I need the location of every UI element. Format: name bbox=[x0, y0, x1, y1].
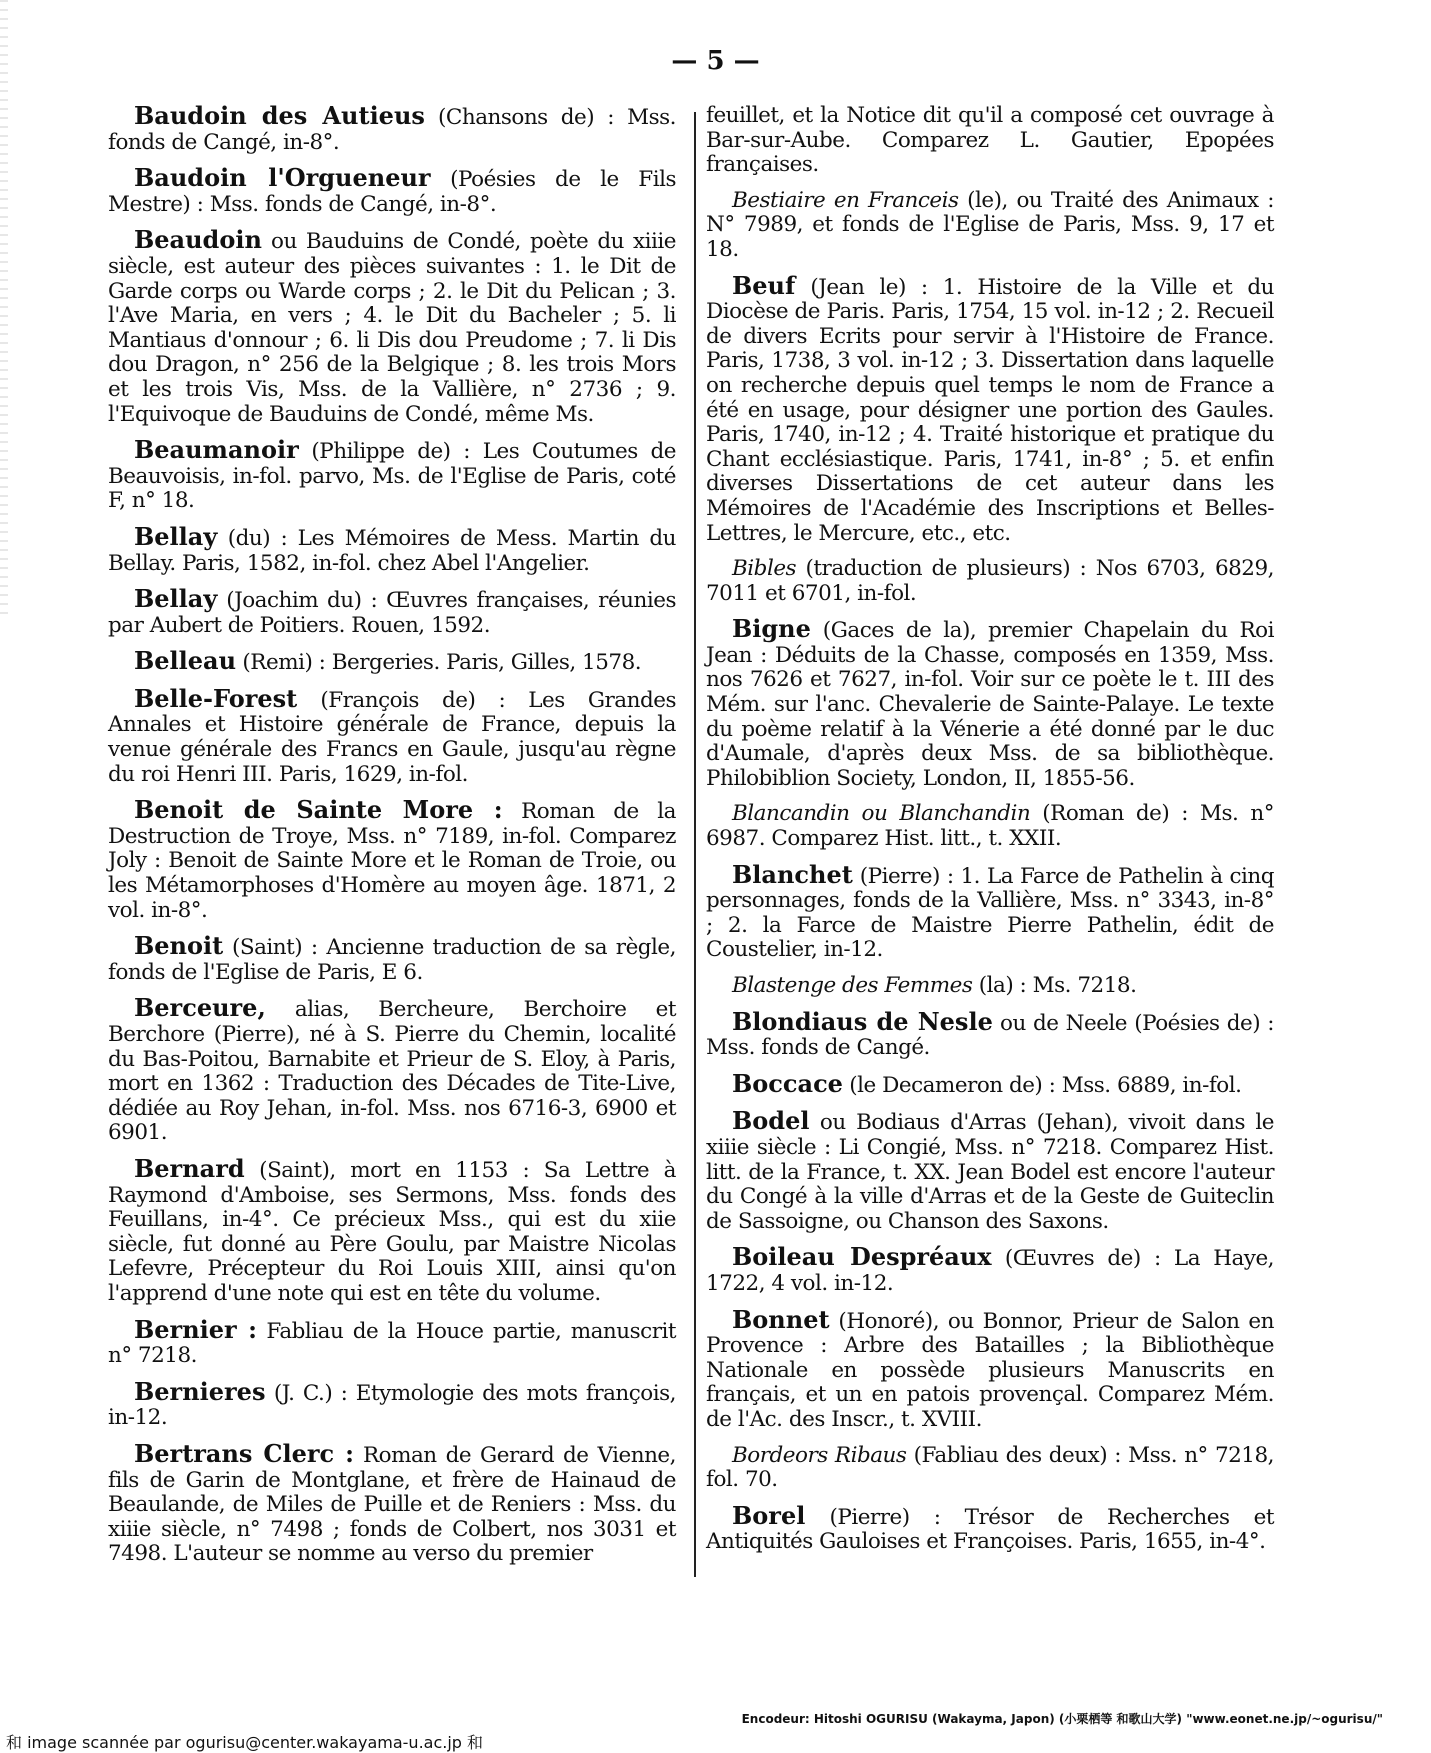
dictionary-entry bbox=[108, 163, 676, 217]
dictionary-entry bbox=[108, 1438, 676, 1567]
dictionary-entry bbox=[706, 802, 1274, 851]
entry-headword: Bonnet bbox=[732, 1304, 830, 1334]
entry-headword: Bellay bbox=[134, 521, 218, 551]
dictionary-entry bbox=[706, 859, 1274, 963]
entry-headword: Belleau bbox=[134, 646, 237, 676]
entry-text: (Pierre) : Trésor de Recherches et Antiquités Gauloises et Françoises. Paris, 1655, in-4°. bbox=[706, 1504, 1274, 1555]
scan-edge-artifact bbox=[0, 0, 8, 620]
page-number: — 5 — bbox=[671, 46, 760, 76]
entry-title-italic: Bibles bbox=[732, 556, 797, 582]
dictionary-entry bbox=[108, 225, 676, 427]
right-column bbox=[706, 104, 1274, 1566]
dictionary-entry bbox=[706, 1068, 1274, 1099]
left-column bbox=[108, 101, 676, 1578]
entry-headword: Boileau Despréaux bbox=[732, 1242, 992, 1272]
column-divider bbox=[694, 112, 696, 1577]
entry-headword: Blanchet bbox=[732, 859, 853, 889]
entry-headword: Bellay bbox=[134, 584, 218, 614]
entry-text: (Roman de) : Ms. n° 6987. Comparez Hist. litt., t. XXII. bbox=[706, 801, 1275, 852]
entry-text: Roman de la Destruction de Troye, Mss. n° 7189, in-fol. Comparez Joly : Benoit de Sainte More et le Roman de Troie, ou les Métamorphoses d'Homère au moyen âge. 1871, 2 vol. in-8°. bbox=[108, 799, 676, 923]
dictionary-entry bbox=[108, 795, 676, 923]
dictionary-entry bbox=[706, 1444, 1274, 1493]
dictionary-entry bbox=[108, 435, 676, 514]
entry-text: (Gaces de la), premier Chapelain du Roi Jean : Déduits de la Chasse, composés en 1359, Mss. nos 7626 et 7627, in-fol. Voir sur ce poète le t. III des Mém. sur l'anc. Chevalerie de Sainte-Palaye. Le texte du poème relatif à la Vénerie a été donné par le duc d'Aumale, d'après deux Mss. de sa bibliothèque. Philobiblion Society, London, II, 1855-56. bbox=[706, 618, 1274, 791]
entry-text: (Œuvres de) : La Haye, 1722, 4 vol. in-12. bbox=[706, 1246, 1274, 1296]
entry-headword: Bigne bbox=[732, 614, 811, 644]
entry-title-italic: Bordeors Ribaus bbox=[732, 1442, 907, 1468]
encoder-credit: Encodeur: Hitoshi OGURISU (Wakayma, Japon) (小栗栖等 和歌山大学) "www.eonet.ne.jp/~ogurisu/" bbox=[741, 1712, 1383, 1726]
dictionary-entry bbox=[706, 104, 1274, 178]
entry-text: (J. C.) : Etymologie des mots françois, in-12. bbox=[108, 1380, 676, 1431]
entry-text: feuillet, et la Notice dit qu'il a composé cet ouvrage à Bar-sur-Aube. Comparez L. Gautier, Epopées françaises. bbox=[706, 103, 1274, 178]
dictionary-entry bbox=[706, 614, 1274, 791]
dictionary-entry bbox=[706, 557, 1274, 606]
entry-headword: Bernard bbox=[134, 1153, 245, 1183]
dictionary-entry bbox=[706, 1242, 1274, 1296]
entry-headword: Benoit bbox=[134, 931, 224, 961]
entry-headword: Berceure, bbox=[134, 993, 266, 1023]
entry-text: (Philippe de) : Les Coutumes de Beauvoisis, in-fol. parvo, Ms. de l'Eglise de Paris, coté F, n° 18. bbox=[108, 439, 676, 514]
dictionary-entry bbox=[108, 1153, 676, 1307]
entry-headword: Baudoin des Autieus bbox=[134, 101, 425, 130]
entry-headword: Beuf bbox=[732, 270, 796, 300]
entry-text: (traduction de plusieurs) : Nos 6703, 6829, 7011 et 6701, in-fol. bbox=[706, 556, 1274, 606]
entry-text: (Joachim du) : Œuvres françaises, réunies par Aubert de Poitiers. Rouen, 1592. bbox=[108, 588, 676, 638]
dictionary-entry bbox=[706, 1106, 1274, 1234]
entry-text: (Pierre) : 1. La Farce de Pathelin à cinq personnages, fonds de la Vallière, Mss. n° 3343, in-8° ; 2. la Farce de Maistre Pierre Pathelin, édit de Coustelier, in-12. bbox=[706, 863, 1274, 963]
dictionary-entry bbox=[706, 189, 1274, 263]
dictionary-entry bbox=[108, 584, 676, 638]
entry-text: (Saint), mort en 1153 : Sa Lettre à Raymond d'Amboise, ses Sermons, Mss. fonds des Feuillans, in-4°. Ce précieux Mss., qui est du xiie siècle, fut donné au Père Goulu, par Maistre Nicolas Lefevre, Précepteur du Roi Louis XIII, ainsi qu'on l'apprend d'une note qui est en tête du volume. bbox=[108, 1157, 676, 1306]
entry-text: Roman de Gerard de Vienne, fils de Garin de Montglane, et frère de Hainaud de Beaulande, de Miles de Puille et de Reniers : Mss. du xiiie siècle, n° 7498 ; fonds de Colbert, nos 3031 et 7498. L'auteur se nomme au verso du premier bbox=[108, 1442, 676, 1567]
dictionary-entry bbox=[706, 1006, 1275, 1061]
entry-text: (la) : Ms. 7218. bbox=[972, 973, 1137, 998]
entry-headword: Blondiaus de Nesle bbox=[732, 1006, 993, 1036]
entry-text: ou Bauduins de Condé, poète du xiiie siècle, est auteur des pièces suivantes : 1. le Dit de Garde corps ou Warde corps ; 2. le Dit du Pelican ; 3. l'Ave Maria, en vers ; 4. le Dit du Bacheler ; 5. li Mantiaus d'onnour ; 6. li Dis dou Preudome ; 7. li Dis dou Dragon, n° 256 de la Belgique ; 8. les trois Mors et les trois Vis, Mss. de la Vallière, n° 2736 ; 9. l'Equivoque de Bauduins de Condé, même Ms. bbox=[108, 229, 676, 427]
entry-text: (Poésies de le Fils Mestre) : Mss. fonds de Cangé, in-8°. bbox=[108, 167, 676, 217]
entry-text: (Remi) : Bergeries. Paris, Gilles, 1578. bbox=[236, 650, 642, 676]
entry-text: (Honoré), ou Bonnor, Prieur de Salon en Provence : Arbre des Batailles ; la Bibliothèque Nationale en possède plusieurs Manuscrits en français, et un en patois provençal. Comparez Mém. de l'Ac. des Inscr., t. XVIII. bbox=[706, 1308, 1274, 1432]
entry-headword: Bertrans Clerc : bbox=[134, 1438, 355, 1468]
dictionary-entry bbox=[108, 993, 676, 1146]
dictionary-entry bbox=[108, 521, 676, 576]
entry-text: ou Bodiaus d'Arras (Jehan), vivoit dans le xiiie siècle : Li Congié, Mss. n° 7218. Comparez Hist. litt. de la France, t. XX. Jean Bodel est encore l'auteur du Congé à la ville d'Arras et de la Geste de Guiteclin de Sassoigne, ou Chanson des Saxons. bbox=[706, 1110, 1274, 1234]
entry-text: (du) : Les Mémoires de Mess. Martin du Bellay. Paris, 1582, in-fol. chez Abel l'Angelier. bbox=[108, 525, 676, 576]
entry-text: (Chansons de) : Mss. fonds de Cangé, in-8°. bbox=[108, 105, 676, 155]
entry-text: ou de Neele (Poésies de) : Mss. fonds de Cangé. bbox=[706, 1010, 1275, 1061]
dictionary-entry bbox=[108, 1314, 676, 1369]
entry-title-italic: Blancandin ou Blanchandin bbox=[732, 801, 1031, 827]
dictionary-entry bbox=[108, 101, 676, 155]
dictionary-entry bbox=[108, 646, 676, 676]
entry-headword: Beaumanoir bbox=[134, 435, 299, 465]
entry-title-italic: Bestiaire en Franceis bbox=[732, 187, 959, 213]
dictionary-entry bbox=[108, 931, 676, 985]
entry-headword: Baudoin l'Orgueneur bbox=[134, 163, 431, 193]
entry-headword: Beaudoin bbox=[134, 225, 262, 255]
dictionary-entry bbox=[706, 1304, 1274, 1433]
entry-text: (Jean le) : 1. Histoire de la Ville et du Diocèse de Paris. Paris, 1754, 15 vol. in-12 ; 2. Recueil de divers Ecrits pour servir à l'Histoire de France. Paris, 1738, 3 vol. in-12 ; 3. Dissertation dans laquelle on recherche depuis quel temps le nom de France a été en usage, pour désigner une portion des Gaules. Paris, 1740, in-12 ; 4. Traité historique et pratique du Chant ecclésiastique. Paris, 1741, in-8° ; 5. et enfin diverses Dissertations de cet auteur dans les Mémoires de l'Académie des Inscriptions et Belles-Lettres, le Mercure, etc., etc. bbox=[706, 274, 1274, 546]
entry-text: Fabliau de la Houce partie, manuscrit n° 7218. bbox=[108, 1318, 676, 1369]
entry-headword: Belle-Forest bbox=[134, 683, 298, 713]
entry-headword: Borel bbox=[732, 1500, 806, 1530]
entry-headword: Bernier : bbox=[134, 1314, 257, 1344]
dictionary-entry bbox=[706, 974, 1274, 999]
entry-headword: Bodel bbox=[732, 1106, 810, 1136]
entry-headword: Boccace bbox=[732, 1068, 843, 1098]
dictionary-entry bbox=[706, 270, 1274, 547]
entry-title-italic: Blastenge des Femmes bbox=[732, 973, 973, 998]
dictionary-entry bbox=[108, 683, 676, 787]
entry-headword: Bernieres bbox=[134, 1376, 266, 1406]
dictionary-entry bbox=[706, 1500, 1274, 1555]
entry-text: (Fabliau des deux) : Mss. n° 7218, fol. 70. bbox=[706, 1442, 1274, 1493]
entry-text: alias, Bercheure, Berchoire et Berchore (Pierre), né à S. Pierre du Chemin, localité du Bas-Poitou, Barnabite et Prieur de S. Eloy, à Paris, mort en 1362 : Traduction des Décades de Tite-Live, dédiée au Roy Jehan, in-fol. Mss. nos 6716-3, 6900 et 6901. bbox=[108, 997, 676, 1146]
entry-headword: Benoit de Sainte More : bbox=[134, 795, 503, 825]
dictionary-entry bbox=[108, 1376, 676, 1431]
entry-text: (le Decameron de) : Mss. 6889, in-fol. bbox=[842, 1072, 1242, 1098]
scan-credit: 和 image scannée par ogurisu@center.wakayama-u.ac.jp 和 bbox=[6, 1733, 484, 1752]
entry-text: (le), ou Traité des Animaux : N° 7989, et fonds de l'Eglise de Paris, Mss. 9, 17 et 18. bbox=[706, 187, 1274, 262]
entry-text: (Saint) : Ancienne traduction de sa règle, fonds de l'Eglise de Paris, E 6. bbox=[108, 935, 676, 985]
entry-text: (François de) : Les Grandes Annales et Histoire générale de France, depuis la venue générale des Francs en Gaule, jusqu'au règne du roi Henri III. Paris, 1629, in-fol. bbox=[108, 687, 676, 787]
